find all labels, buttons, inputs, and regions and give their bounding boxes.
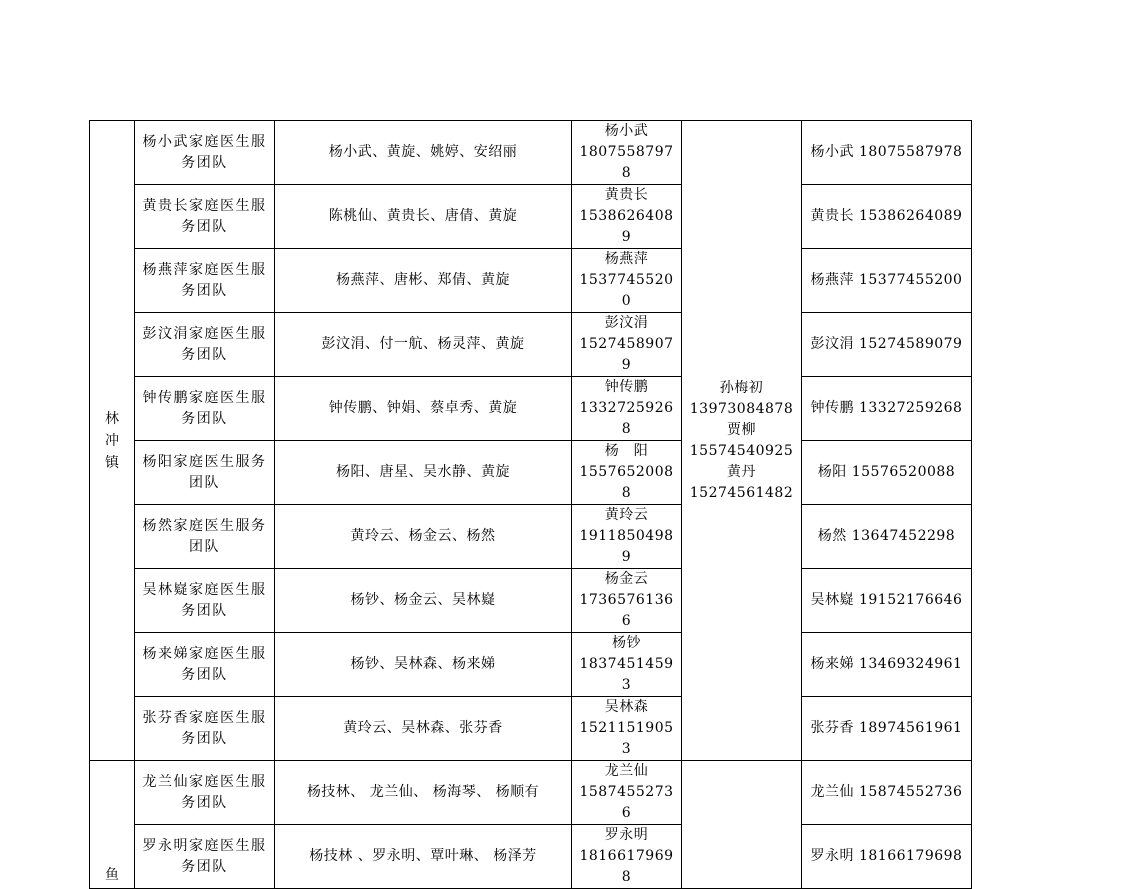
team-members-cell: 杨燕萍、唐彬、郑倩、黄旋 — [275, 249, 572, 313]
team-members-cell: 黄玲云、杨金云、杨然 — [275, 505, 572, 569]
team-members-cell: 陈桃仙、黄贵长、唐倩、黄旋 — [275, 185, 572, 249]
table-row — [90, 185, 972, 249]
contact-cell: 罗永明 18166179698 — [802, 825, 972, 889]
team-members-cell: 杨技林、 龙兰仙、 杨海琴、 杨顺有 — [275, 761, 572, 825]
team-leader-cell — [572, 121, 682, 185]
team-members-cell: 杨钞、杨金云、吴林嶷 — [275, 569, 572, 633]
team-name-cell: 黄贵长家庭医生服务团队 — [135, 185, 275, 249]
team-leader-cell — [572, 825, 682, 889]
town-name-cell — [90, 761, 135, 889]
team-name-cell: 彭汶涓家庭医生服务团队 — [135, 313, 275, 377]
family-doctor-team-table — [89, 120, 972, 889]
leader-phone: 13327259268 — [579, 400, 674, 437]
team-leader-cell — [572, 697, 682, 761]
town-name-char: 林 — [105, 410, 119, 427]
team-members-cell: 杨阳、唐星、吴水静、黄旋 — [275, 441, 572, 505]
team-name-cell: 张芬香家庭医生服务团队 — [135, 697, 275, 761]
contact-cell: 杨燕萍 15377455200 — [802, 249, 972, 313]
team-members-cell: 彭汶涓、付一航、杨灵萍、黄旋 — [275, 313, 572, 377]
contact-cell: 杨小武 18075587978 — [802, 121, 972, 185]
team-leader-cell — [572, 185, 682, 249]
leader-name: 黄玲云 — [604, 507, 649, 523]
table-row — [90, 313, 972, 377]
team-leader-cell — [572, 313, 682, 377]
leader-phone: 15874552736 — [579, 784, 674, 821]
team-name-cell: 杨来娣家庭医生服务团队 — [135, 633, 275, 697]
support-name: 贾柳 — [727, 421, 756, 438]
table-row — [90, 505, 972, 569]
table-row — [90, 633, 972, 697]
team-name-cell: 杨燕萍家庭医生服务团队 — [135, 249, 275, 313]
support-phone: 15274561482 — [689, 484, 794, 501]
leader-name: 钟传鹏 — [604, 379, 649, 395]
contact-cell: 杨阳 15576520088 — [802, 441, 972, 505]
leader-phone: 15576520088 — [579, 464, 674, 501]
table-row — [90, 377, 972, 441]
team-members-cell: 黄玲云、吴林森、张芬香 — [275, 697, 572, 761]
leader-name: 彭汶涓 — [604, 315, 649, 331]
leader-phone: 15211519053 — [579, 720, 674, 757]
table-row — [90, 121, 972, 185]
leader-name: 杨 阳 — [604, 443, 649, 459]
team-leader-cell — [572, 377, 682, 441]
leader-name: 杨燕萍 — [604, 251, 649, 267]
team-members-cell: 杨技林 、罗永明、覃叶琳、 杨泽芳 — [275, 825, 572, 889]
leader-phone: 15386264089 — [579, 208, 674, 245]
leader-name: 吴林森 — [604, 699, 649, 715]
leader-name: 杨金云 — [604, 571, 649, 587]
town-name-char: 冲 — [105, 432, 119, 449]
support-phone: 15574540925 — [689, 442, 794, 459]
team-name-cell: 杨然家庭医生服务团队 — [135, 505, 275, 569]
team-name-cell: 钟传鹏家庭医生服务团队 — [135, 377, 275, 441]
team-leader-cell — [572, 633, 682, 697]
leader-name: 龙兰仙 — [604, 763, 649, 779]
contact-cell: 龙兰仙 15874552736 — [802, 761, 972, 825]
support-contacts-cell — [682, 761, 802, 889]
table-row — [90, 441, 972, 505]
team-leader-cell — [572, 569, 682, 633]
contact-cell: 彭汶涓 15274589079 — [802, 313, 972, 377]
town-name-char: 鱼 — [105, 867, 119, 883]
table-row — [90, 697, 972, 761]
team-name-cell: 杨小武家庭医生服务团队 — [135, 121, 275, 185]
leader-phone: 18374514593 — [579, 656, 674, 693]
contact-cell: 张芬香 18974561961 — [802, 697, 972, 761]
team-name-cell: 龙兰仙家庭医生服务团队 — [135, 761, 275, 825]
team-name-cell: 罗永明家庭医生服务团队 — [135, 825, 275, 889]
support-contacts-cell — [682, 121, 802, 761]
support-phone: 13973084878 — [689, 400, 794, 417]
contact-cell: 钟传鹏 13327259268 — [802, 377, 972, 441]
leader-name: 罗永明 — [604, 827, 649, 843]
town-name-char: 镇 — [105, 454, 119, 471]
support-name: 黄丹 — [727, 463, 756, 480]
team-members-cell: 钟传鹏、钟娟、蔡卓秀、黄旋 — [275, 377, 572, 441]
leader-phone: 18075587978 — [579, 144, 674, 181]
leader-phone: 18166179698 — [579, 848, 674, 885]
table-row — [90, 825, 972, 889]
support-name: 孙梅初 — [719, 379, 764, 396]
team-leader-cell — [572, 505, 682, 569]
team-name-cell: 吴林嶷家庭医生服务团队 — [135, 569, 275, 633]
table-row — [90, 249, 972, 313]
leader-name: 杨钞 — [612, 635, 641, 651]
contact-cell: 吴林嶷 19152176646 — [802, 569, 972, 633]
leader-phone: 15377455200 — [579, 272, 674, 309]
town-name-cell — [90, 121, 135, 761]
table-row — [90, 569, 972, 633]
leader-phone: 17365761366 — [579, 592, 674, 629]
team-leader-cell — [572, 441, 682, 505]
leader-phone: 19118504989 — [579, 528, 674, 565]
leader-phone: 15274589079 — [579, 336, 674, 373]
team-name-cell: 杨阳家庭医生服务团队 — [135, 441, 275, 505]
contact-cell: 杨来娣 13469324961 — [802, 633, 972, 697]
contact-cell: 杨然 13647452298 — [802, 505, 972, 569]
team-leader-cell — [572, 249, 682, 313]
contact-cell: 黄贵长 15386264089 — [802, 185, 972, 249]
team-members-cell: 杨钞、吴林森、杨来娣 — [275, 633, 572, 697]
team-members-cell: 杨小武、黄旋、姚婷、安绍丽 — [275, 121, 572, 185]
leader-name: 黄贵长 — [604, 187, 649, 203]
leader-name: 杨小武 — [604, 123, 649, 139]
